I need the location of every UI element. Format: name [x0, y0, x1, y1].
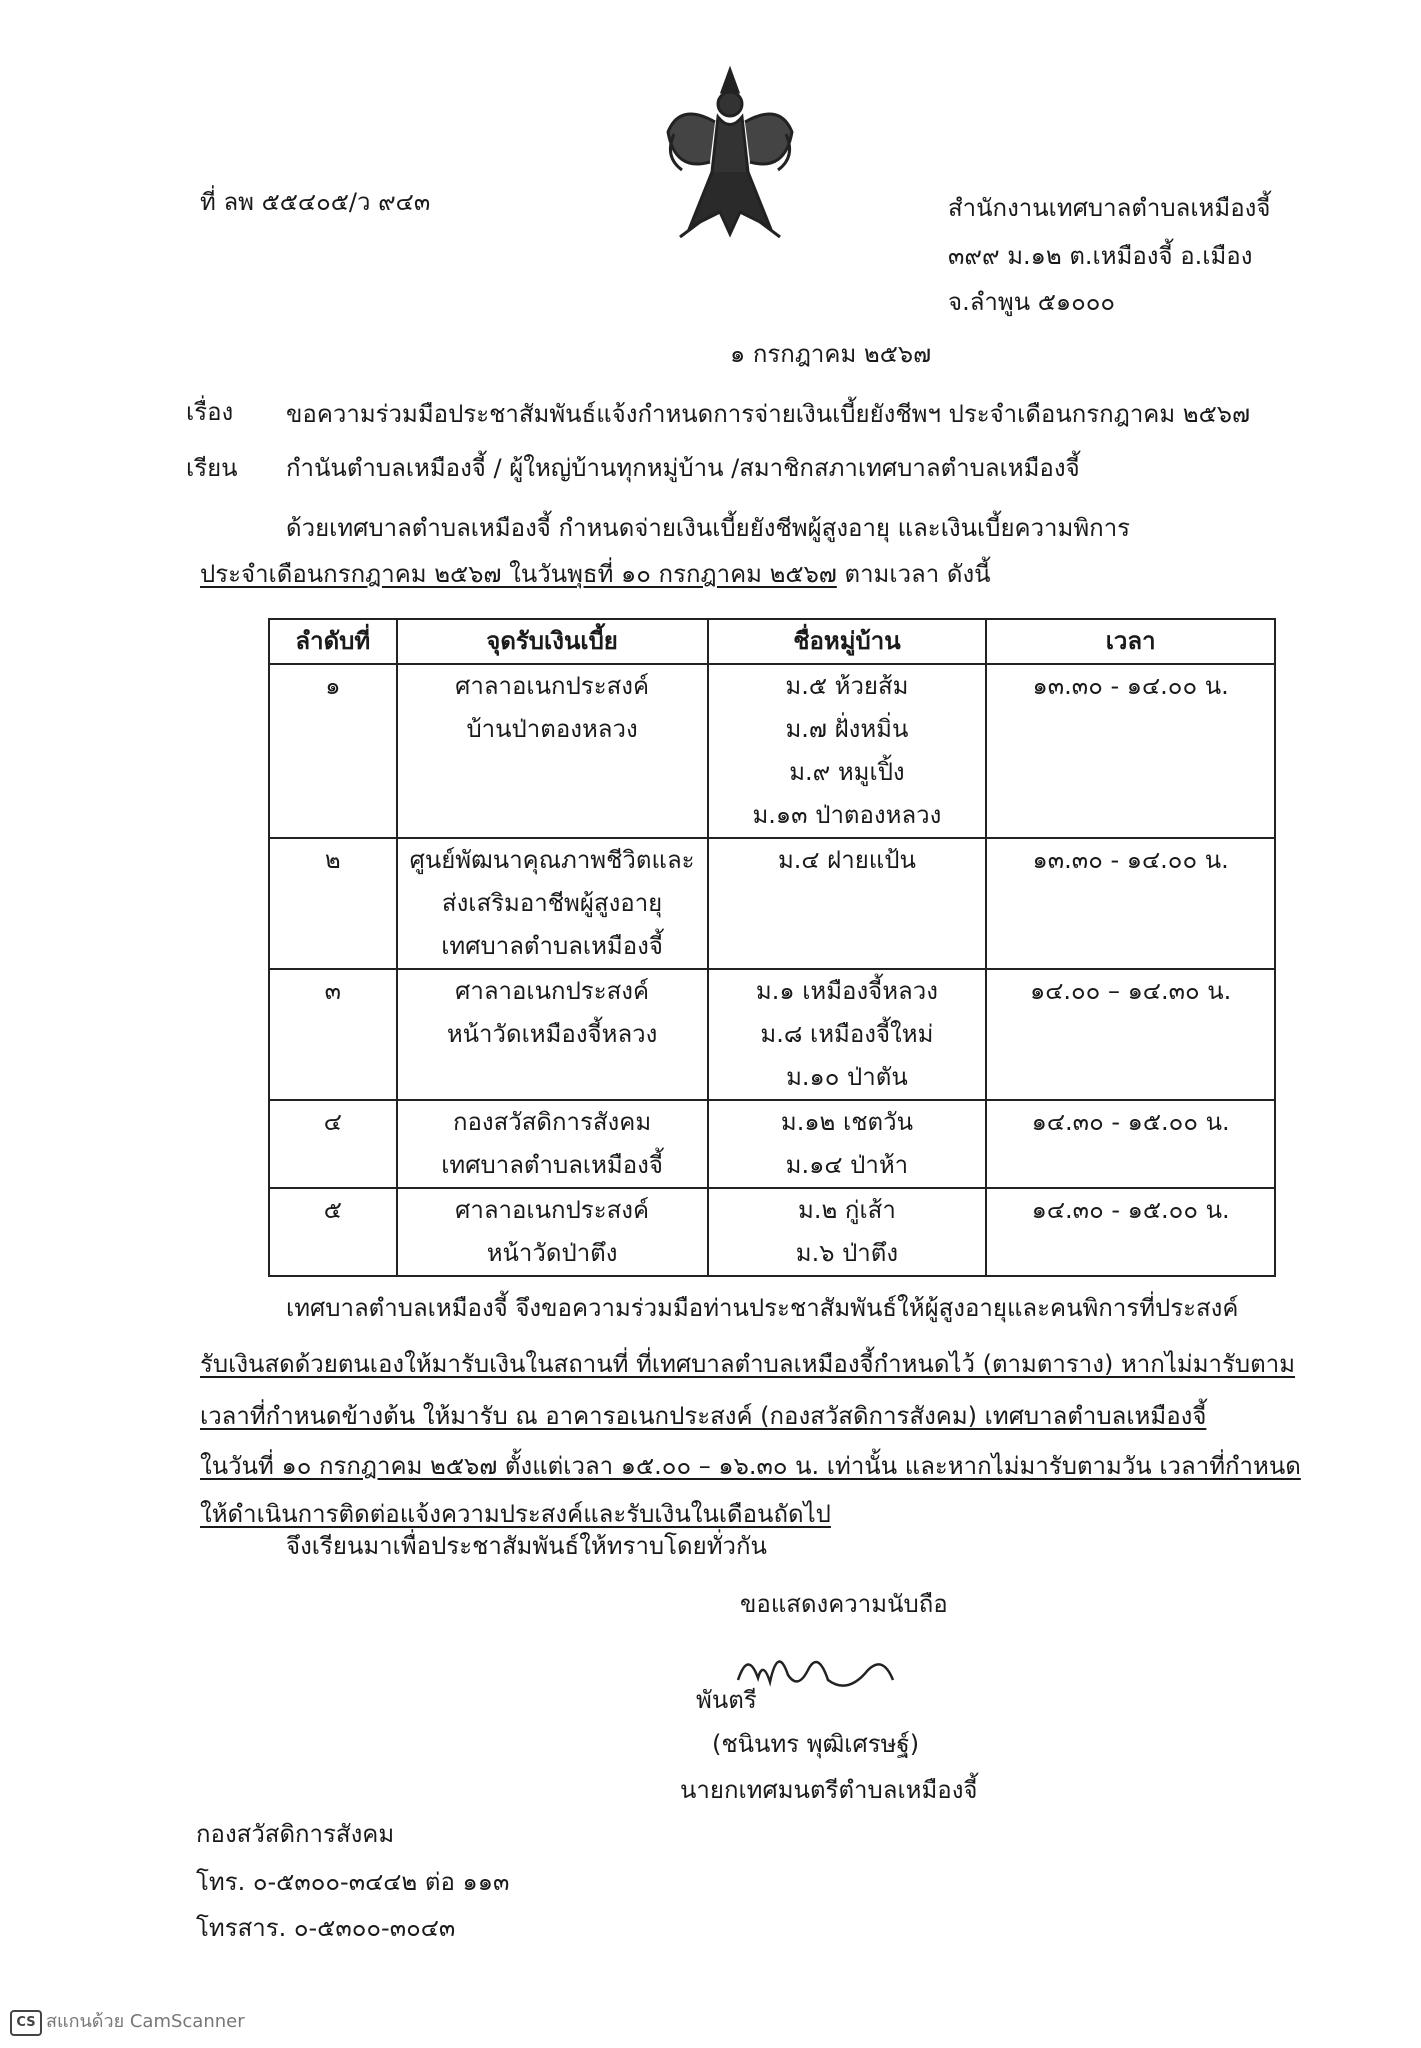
- row-no: ๕: [269, 1188, 397, 1276]
- signatory-position: นายกเทศมนตรีตำบลเหมืองจี้: [680, 1776, 978, 1804]
- village-line: ม.๙ หมูเปิ้ง: [789, 758, 905, 786]
- row-place: [397, 1100, 708, 1188]
- camscanner-watermark-text: สแกนด้วย CamScanner: [46, 2011, 245, 2032]
- garuda-emblem-icon: [660, 62, 800, 240]
- body-paragraph-line-4: ในวันที่ ๑๐ กรกฎาคม ๒๕๖๗ ตั้งแต่เวลา ๑๕.๐๐ – ๑๖.๓๐ น. เท่านั้น และหากไม่มารับตามวัน เวลาที่กำหนด: [200, 1452, 1301, 1480]
- office-name: สำนักงานเทศบาลตำบลเหมืองจี้: [948, 194, 1271, 222]
- village-line: ม.๗ ฝั่งหมิ่น: [785, 715, 909, 743]
- recipient-text: กำนันตำบลเหมืองจี้ / ผู้ใหญ่บ้านทุกหมู่บ้าน /สมาชิกสภาเทศบาลตำบลเหมืองจี้: [286, 454, 1080, 482]
- body-paragraph-line-5: ให้ดำเนินการติดต่อแจ้งความประสงค์และรับเงินในเดือนถัดไป: [200, 1500, 831, 1528]
- row-no: ๔: [269, 1100, 397, 1188]
- row-time: ๑๔.๓๐ - ๑๕.๐๐ น.: [986, 1100, 1275, 1188]
- row-time: ๑๔.๓๐ - ๑๕.๐๐ น.: [986, 1188, 1275, 1276]
- reference-number: ที่ ลพ ๕๕๔๐๕/ว ๙๔๓: [200, 188, 431, 216]
- row-no: ๒: [269, 838, 397, 969]
- place-line: หน้าวัดเหมืองจี้หลวง: [446, 1020, 658, 1048]
- place-line: กองสวัสดิการสังคม: [452, 1108, 652, 1136]
- place-line: ศาลาอเนกประสงค์: [455, 672, 650, 700]
- column-header-place: จุดรับเงินเบี้ย: [397, 619, 708, 664]
- place-line: ศาลาอเนกประสงค์: [455, 977, 650, 1005]
- camscanner-logo-icon: CS: [10, 2010, 42, 2036]
- contact-phone: โทร. ๐-๕๓๐๐-๓๔๔๒ ต่อ ๑๑๓: [196, 1868, 510, 1896]
- table-header-row: [269, 619, 1275, 664]
- place-line: เทศบาลตำบลเหมืองจี้: [441, 1151, 663, 1179]
- row-villages: [708, 1188, 987, 1276]
- column-header-time: เวลา: [986, 619, 1275, 664]
- row-time: ๑๓.๓๐ - ๑๔.๐๐ น.: [986, 838, 1275, 969]
- body-paragraph-line-2: รับเงินสดด้วยตนเองให้มารับเงินในสถานที่ ที่เทศบาลตำบลเหมืองจี้กำหนดไว้ (ตามตาราง) หากไม่มารับตาม: [200, 1350, 1296, 1378]
- place-line: ศาลาอเนกประสงค์: [455, 1196, 650, 1224]
- office-address-line-2: จ.ลำพูน ๕๑๐๐๐: [948, 288, 1116, 316]
- row-no: ๑: [269, 664, 397, 838]
- village-line: ม.๑๒ เชตวัน: [780, 1108, 913, 1136]
- intro-line-2-rest: ตามเวลา ดังนี้: [836, 560, 991, 588]
- intro-line-1: ด้วยเทศบาลตำบลเหมืองจี้ กำหนดจ่ายเงินเบี้ยยังชีพผู้สูงอายุ และเงินเบี้ยความพิการ: [286, 514, 1131, 542]
- table-row: [269, 1100, 1275, 1188]
- table-row: [269, 969, 1275, 1100]
- village-line: ม.๑๐ ป่าตัน: [786, 1063, 908, 1091]
- place-line: ศูนย์พัฒนาคุณภาพชีวิตและ: [409, 846, 695, 874]
- row-place: [397, 1188, 708, 1276]
- subject-text: ขอความร่วมมือประชาสัมพันธ์แจ้งกำหนดการจ่ายเงินเบี้ยยังชีพฯ ประจำเดือนกรกฎาคม ๒๕๖๗: [286, 400, 1251, 428]
- signatory-rank: พันตรี: [696, 1686, 757, 1714]
- column-header-village: ชื่อหมู่บ้าน: [708, 619, 987, 664]
- row-no: ๓: [269, 969, 397, 1100]
- contact-department: กองสวัสดิการสังคม: [196, 1820, 395, 1848]
- closing-paragraph: จึงเรียนมาเพื่อประชาสัมพันธ์ให้ทราบโดยทั่วกัน: [286, 1532, 767, 1560]
- recipient-label: เรียน: [186, 454, 238, 482]
- subject-label: เรื่อง: [186, 398, 234, 426]
- body-paragraph-line-3: เวลาที่กำหนดข้างต้น ให้มารับ ณ อาคารอเนกประสงค์ (กองสวัสดิการสังคม) เทศบาลตำบลเหมืองจี้: [200, 1402, 1207, 1430]
- place-line: เทศบาลตำบลเหมืองจี้: [441, 932, 663, 960]
- village-line: ม.๑๔ ป่าห้า: [785, 1151, 909, 1179]
- regards-text: ขอแสดงความนับถือ: [740, 1590, 948, 1618]
- row-place: [397, 838, 708, 969]
- document-date: ๑ กรกฎาคม ๒๕๖๗: [730, 340, 932, 368]
- table-row: [269, 1188, 1275, 1276]
- row-place: [397, 664, 708, 838]
- village-line: ม.๕ ห้วยส้ม: [785, 672, 909, 700]
- place-line: หน้าวัดป่าตึง: [486, 1239, 618, 1267]
- row-time: ๑๓.๓๐ - ๑๔.๐๐ น.: [986, 664, 1275, 838]
- intro-line-2: [200, 558, 991, 590]
- village-line: ม.๔ ฝายแป้น: [777, 846, 916, 874]
- place-line: ส่งเสริมอาชีพผู้สูงอายุ: [441, 889, 663, 917]
- row-time: ๑๔.๐๐ – ๑๔.๓๐ น.: [986, 969, 1275, 1100]
- place-line: บ้านป่าตองหลวง: [466, 715, 638, 743]
- payment-schedule-table: [268, 618, 1276, 1277]
- village-line: ม.๑๓ ป่าตองหลวง: [752, 801, 942, 829]
- row-villages: [708, 969, 987, 1100]
- contact-fax: โทรสาร. ๐-๕๓๐๐-๓๐๔๓: [196, 1914, 456, 1942]
- row-place: [397, 969, 708, 1100]
- row-villages: [708, 838, 987, 969]
- village-line: ม.๑ เหมืองจี้หลวง: [755, 977, 938, 1005]
- village-line: ม.๖ ป่าตึง: [795, 1239, 899, 1267]
- table-row: [269, 838, 1275, 969]
- village-line: ม.๒ กู่เส้า: [798, 1196, 896, 1224]
- signatory-name: (ชนินทร พุฒิเศรษฐ์): [712, 1730, 920, 1758]
- office-address-line-1: ๓๙๙ ม.๑๒ ต.เหมืองจี้ อ.เมือง: [948, 242, 1253, 270]
- row-villages: [708, 1100, 987, 1188]
- village-line: ม.๘ เหมืองจี้ใหม่: [760, 1020, 934, 1048]
- row-villages: [708, 664, 987, 838]
- table-row: [269, 664, 1275, 838]
- payment-date-underlined: ประจำเดือนกรกฎาคม ๒๕๖๗ ในวันพุธที่ ๑๐ กรกฎาคม ๒๕๖๗: [200, 560, 837, 588]
- column-header-no: ลำดับที่: [269, 619, 397, 664]
- body-paragraph-line-1: เทศบาลตำบลเหมืองจี้ จึงขอความร่วมมือท่านประชาสัมพันธ์ให้ผู้สูงอายุและคนพิการที่ประสงค์: [286, 1294, 1239, 1322]
